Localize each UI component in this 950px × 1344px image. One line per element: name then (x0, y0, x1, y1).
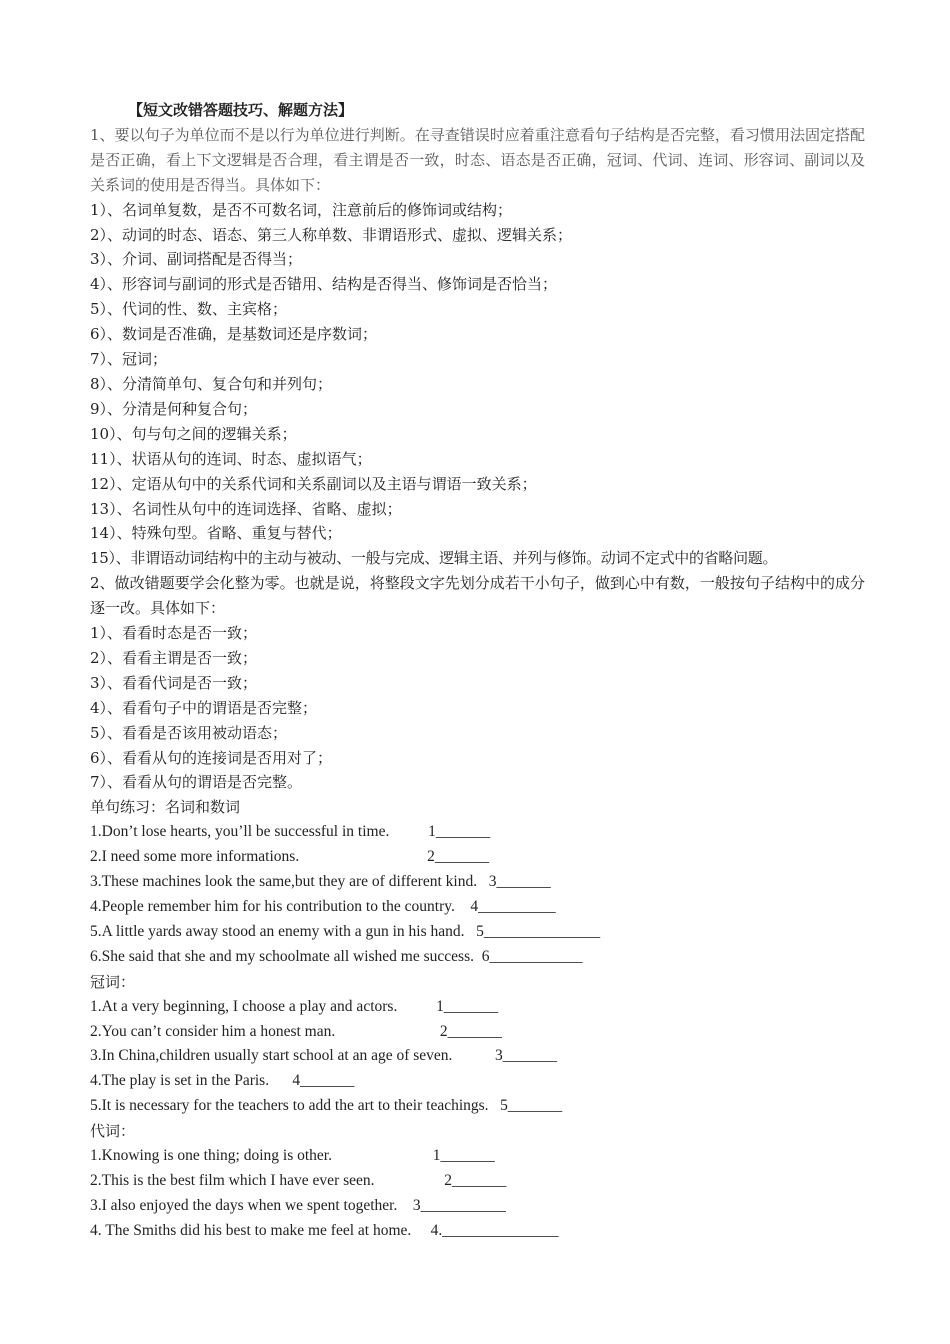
section-heading-nouns: 单句练习：名词和数词 (90, 798, 241, 817)
exercise-item: 4.People remember him for his contribution to the country. 4__________ (90, 898, 556, 915)
exercise-item: 2.This is the best film which I have ever seen. 2_______ (90, 1171, 507, 1189)
list-item: 6）、数词是否准确，是基数词还是序数词； (90, 325, 378, 344)
list-item: 9）、分清是何种复合句； (90, 399, 258, 418)
exercise-item: 4. The Smiths did his best to make me feel at home. 4._______________ (90, 1221, 559, 1239)
section2-intro: 2、做改错题要学会化整为零。也就是说，将整段文字先划分成若干小句子，做到心中有数，一般按句子结构中的成分逐一改。具体如下： (90, 574, 865, 618)
exercise-item: 6.She said that she and my schoolmate all wished me success. 6____________ (90, 947, 583, 965)
exercise-item: 1.Don’t lose hearts, you’ll be successful in time. 1_______ (90, 823, 491, 841)
exercise-item: 2.I need some more informations. 2_______ (90, 848, 490, 866)
list-item: 10）、句与句之间的逻辑关系； (90, 424, 297, 443)
exercise-item: 2.You can’t consider him a honest man. 2_______ (90, 1022, 502, 1040)
list-item: 13）、名词性从句中的连词选择、省略、虚拟； (90, 499, 402, 518)
section1-intro: 1、要以句子为单位而不是以行为单位进行判断。在寻查错误时应着重注意看句子结构是否完整，看习惯用法固定搭配是否正确，看上下文逻辑是否合理，看主谓是否一致，时态、语态是否正确，冠词、代词、连词、形容词、副词以及关系词的使用是否得当。具体如下： (90, 125, 865, 194)
list-item: 2）、看看主谓是否一致； (90, 648, 258, 667)
exercise-item: 1.At a very beginning, I choose a play and actors. 1_______ (90, 997, 499, 1015)
section-heading-articles: 冠词： (90, 972, 136, 991)
exercise-item: 5.It is necessary for the teachers to add the art to their teachings. 5_______ (90, 1097, 563, 1115)
exercise-item: 1.Knowing is one thing; doing is other. 1_______ (90, 1147, 495, 1165)
exercise-item: 5.A little yards away stood an enemy with a gun in his hand. 5_______________ (90, 922, 601, 940)
list-item: 3）、看看代词是否一致； (90, 673, 258, 692)
list-item: 3）、介词、副词搭配是否得当； (90, 250, 303, 269)
list-item: 1）、看看时态是否一致； (90, 624, 258, 643)
list-item: 5）、代词的性、数、主宾格； (90, 300, 288, 319)
exercise-item: 4.The play is set in the Paris. 4_______ (90, 1072, 355, 1090)
list-item: 14）、特殊句型。省略、重复与替代； (90, 524, 342, 543)
list-item: 2）、动词的时态、语态、第三人称单数、非谓语形式、虚拟、逻辑关系； (90, 225, 573, 244)
list-item: 8）、分清简单句、复合句和并列句； (90, 374, 333, 393)
list-item: 5）、看看是否该用被动语态； (90, 723, 288, 742)
list-item: 11）、状语从句的连词、时态、虚拟语气； (90, 449, 372, 468)
list-item: 7）、看看从句的谓语是否完整。 (90, 773, 303, 792)
document-page (90, 98, 865, 1244)
list-item: 4）、形容词与副词的形式是否错用、结构是否得当、修饰词是否恰当； (90, 275, 558, 294)
exercise-item: 3.I also enjoyed the days when we spent together. 3___________ (90, 1196, 506, 1214)
list-item: 15）、非谓语动词结构中的主动与被动、一般与完成、逻辑主语、并列与修饰。动词不定式中的省略问题。 (90, 549, 778, 568)
page-title: 【短文改错答题技巧、解题方法】 (128, 101, 354, 119)
exercise-item: 3.In China,children usually start school at an age of seven. 3_______ (90, 1047, 558, 1065)
list-item: 1）、名词单复数，是否不可数名词，注意前后的修饰词或结构； (90, 200, 513, 219)
list-item: 7）、冠词； (90, 350, 168, 369)
list-item: 4）、看看句子中的谓语是否完整； (90, 698, 318, 717)
section-heading-pronouns: 代词： (90, 1122, 136, 1141)
list-item: 6）、看看从句的连接词是否用对了； (90, 748, 333, 767)
exercise-item: 3.These machines look the same,but they are of different kind. 3_______ (90, 873, 551, 891)
list-item: 12）、定语从句中的关系代词和关系副词以及主语与谓语一致关系； (90, 474, 537, 493)
